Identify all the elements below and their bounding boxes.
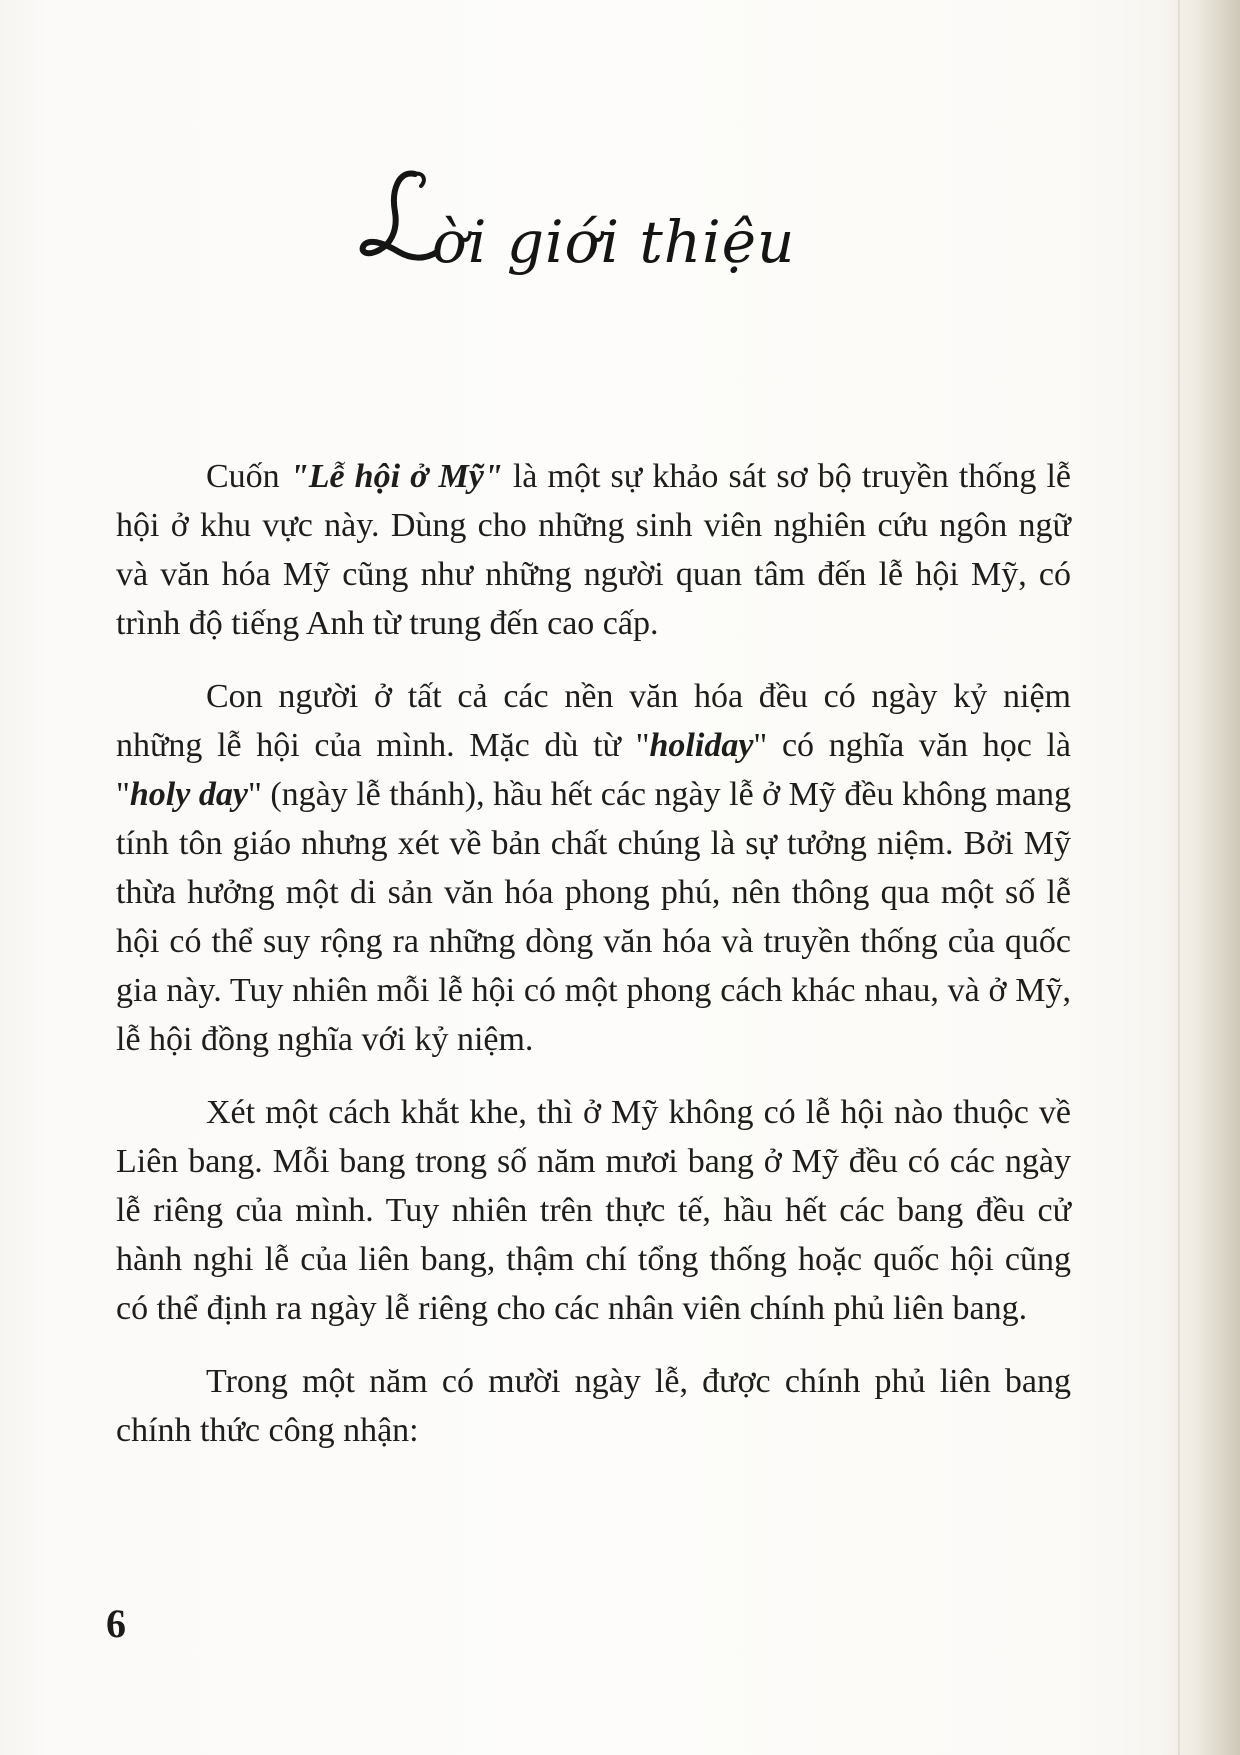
text-run: Con người ở tất cả các nền văn hóa đều có ngày kỷ niệm những lễ hội của mình. Mặc dù từ " (116, 678, 1071, 764)
page-edge-shadow (1160, 0, 1240, 1755)
text-run: " (ngày lễ thánh), hầu hết các ngày lễ ở Mỹ đều không mang tính tôn giáo nhưng xét về bản chất chúng là sự tưởng niệm. Bởi Mỹ thừa hưởng một di sản văn hóa phong phú, nên thông qua một số lễ hội có thể suy rộng ra những dòng văn hóa và truyền thống của quốc gia này. Tuy nhiên mỗi lễ hội có một phong cách khác nhau, và ở Mỹ, lễ hội đồng nghĩa với kỷ niệm. (116, 776, 1071, 1058)
introduction-body (116, 452, 1071, 1479)
title-text: ời giới thiệu (432, 208, 796, 276)
book-title-emphasis: "Lễ hội ở Mỹ" (289, 458, 503, 495)
page-number: 6 (106, 1601, 126, 1646)
paragraph-3: Xét một cách khắt khe, thì ở Mỹ không có lễ hội nào thuộc về Liên bang. Mỗi bang trong số năm mươi bang ở Mỹ đều có các ngày lễ riêng của mình. Tuy nhiên trên thực tế, hầu hết các bang đều cử hành nghi lễ của liên bang, thậm chí tổng thống hoặc quốc hội cũng có thể định ra ngày lễ riêng cho các nhân viên chính phủ liên bang. (116, 1094, 1071, 1327)
paragraph-1 (116, 452, 1071, 648)
text-run: Cuốn (206, 458, 290, 495)
text-run: là một sự khảo sát sơ bộ truyền thống lễ hội ở khu vực này. Dùng cho những sinh viên nghiên cứu ngôn ngữ và văn hóa Mỹ cũng như những người quan tâm đến lễ hội Mỹ, có trình độ tiếng Anh từ trung đến cao cấp. (116, 458, 1071, 642)
page-edge-line (1178, 0, 1180, 1755)
term-holy-day: holy day (129, 776, 248, 813)
chapter-title (0, 140, 1160, 300)
term-holiday: holiday (649, 727, 754, 764)
text-run: " có nghĩa văn học là " (116, 727, 1071, 813)
paragraph-4: Trong một năm có mười ngày lễ, được chính phủ liên bang chính thức công nhận: (116, 1363, 1071, 1449)
paragraph-2 (116, 672, 1071, 1064)
